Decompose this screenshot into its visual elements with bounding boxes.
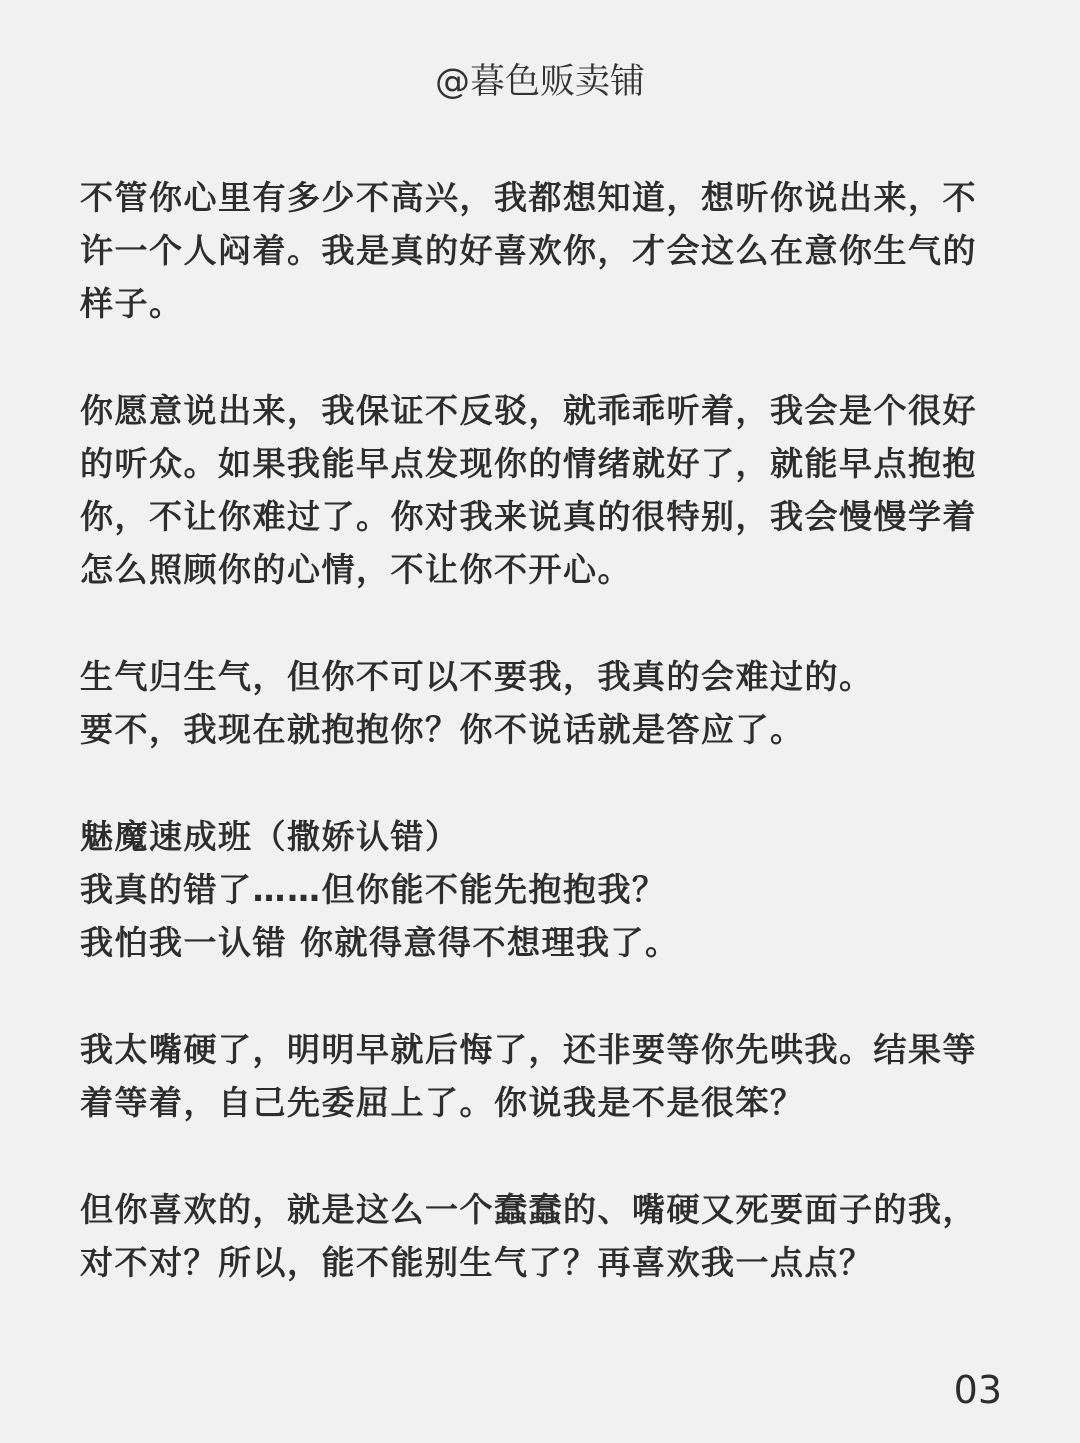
paragraph-6 [80,1183,1005,1289]
account-handle: @暮色贩卖铺 [434,62,645,102]
text-line: 我太嘴硬了，明明早就后悔了，还非要等你先哄我。结果等 [80,1030,977,1069]
text-line: 许一个人闷着。我是真的好喜欢你，才会这么在意你生气的 [80,231,977,270]
text-line: 样子。 [80,284,184,323]
text-line: 要不，我现在就抱抱你？你不说话就是答应了。 [80,710,805,749]
paragraph-4 [80,810,1005,969]
text-line: 我真的错了……但你能不能先抱抱我？ [80,870,667,909]
text-line: 对不对？所以，能不能别生气了？再喜欢我一点点？ [80,1243,874,1282]
paragraph-3 [80,650,1005,756]
text-line: 怎么照顾你的心情，不让你不开心。 [80,550,632,589]
paragraph-1 [80,171,1005,330]
text-line: 你，不让你难过了。你对我来说真的很特别，我会慢慢学着 [80,497,977,536]
text-line: 魅魔速成班（撒娇认错） [80,817,460,856]
text-line: 着等着，自己先委屈上了。你说我是不是很笨？ [80,1083,805,1122]
text-line: 我怕我一认错 你就得意得不想理我了。 [80,923,680,962]
paragraph-2 [80,384,1005,596]
article-body [80,171,1005,1343]
text-line: 不管你心里有多少不高兴，我都想知道，想听你说出来，不 [80,178,977,217]
page-number: 03 [953,1368,1002,1412]
paragraph-5 [80,1023,1005,1129]
text-line: 你愿意说出来，我保证不反驳，就乖乖听着，我会是个很好 [80,391,977,430]
text-line: 但你喜欢的，就是这么一个蠢蠢的、嘴硬又死要面子的我， [80,1190,977,1229]
text-line: 的听众。如果我能早点发现你的情绪就好了，就能早点抱抱 [80,444,977,483]
text-line: 生气归生气，但你不可以不要我，我真的会难过的。 [80,657,874,696]
